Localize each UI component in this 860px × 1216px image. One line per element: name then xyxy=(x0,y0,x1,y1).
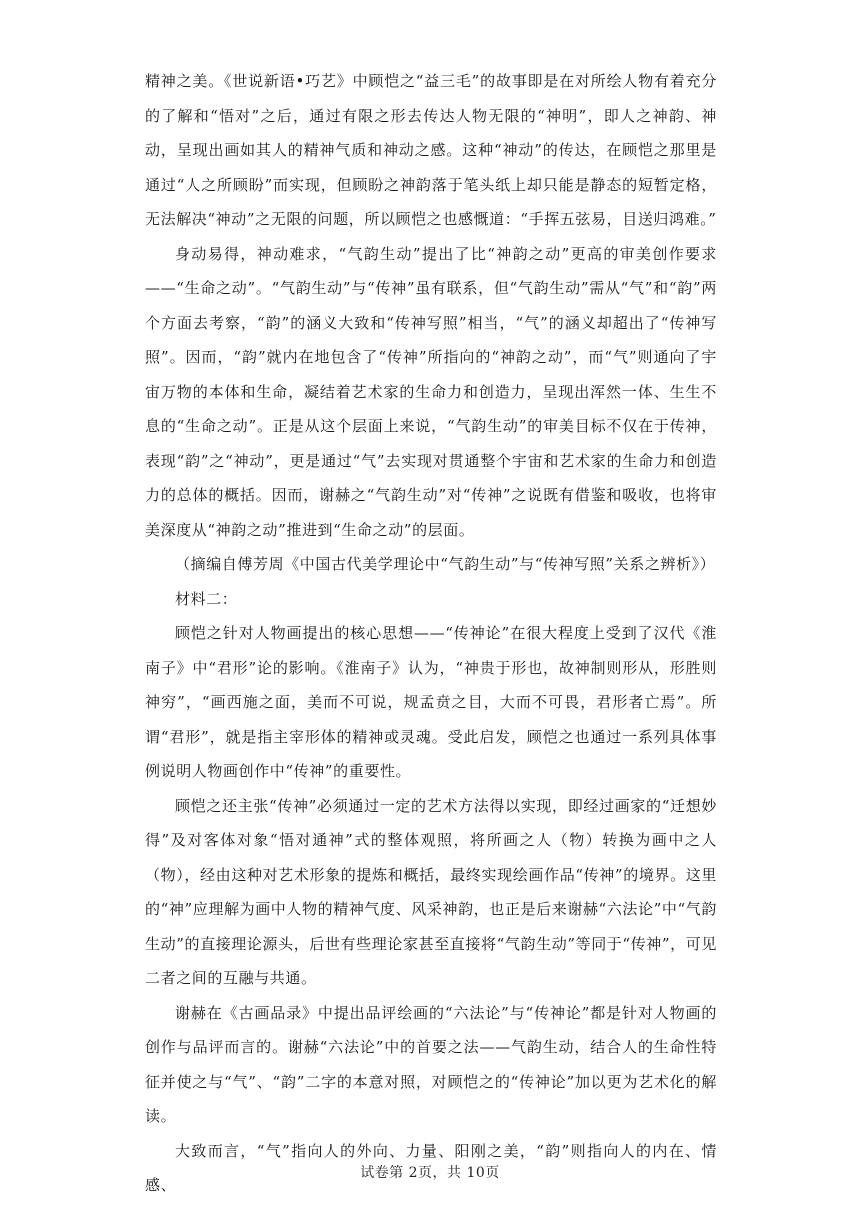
page-footer: 试卷第 2页，共 10页 xyxy=(360,1165,500,1181)
paragraph-3: 顾恺之针对人物画提出的核心思想——“传神论”在很大程度上受到了汉代《淮南子》中“君形”论的影响。《淮南子》认为，“神贵于形也，故神制则形从，形胜则神穷”，“画西施之面，美而不可说，规孟贲之目，大而不可畏，君形者亡焉”。所谓“君形”，就是指主宰形体的精神或灵魂。受此启发，顾恺之也通过一系列具体事例说明人物画创作中“传神”的重要性。 xyxy=(145,624,717,780)
paragraph-5: 谢赫在《古画品录》中提出品评绘画的“六法论”与“传神论”都是针对人物画的创作与品评而言的。谢赫“六法论”中的首要之法——气韵生动，结合人的生命性特征并使之与“气”、“韵”二字的本意对照，对顾恺之的“传神论”加以更为艺术化的解读。 xyxy=(145,1003,717,1125)
paragraph-4: 顾恺之还主张“传神”必须通过一定的艺术方法得以实现，即经过画家的“迁想妙得”及对客体对象“悟对通神”式的整体观照，将所画之人（物）转换为画中之人（物），经由这种对艺术形象的提炼和概括，最终实现绘画作品“传神”的境界。这里的“神”应理解为画中人物的精神气度、风采神韵，也正是后来谢赫“六法论”中“气韵生动”的直接理论源头，后世有些理论家甚至直接将“气韵生动”等同于“传神”，可见二者之间的互融与共通。 xyxy=(145,796,717,987)
paragraph-1: 精神之美。《世说新语•巧艺》中顾恺之“益三毛”的故事即是在对所绘人物有着充分的了解和“悟对”之后，通过有限之形去传达人物无限的“神明”，即人之神韵、神动，呈现出画如其人的精神气质和神动之感。这种“神动”的传达，在顾恺之那里是通过“人之所顾盼”而实现，但顾盼之神韵落于笔头纸上却只能是静态的短暂定格，无法解决“神动”之无限的问题，所以顾恺之也感慨道：“手挥五弦易，目送归鸿难。” xyxy=(145,72,717,228)
source-citation: （摘编自傅芳周《中国古代美学理论中“气韵生动”与“传神写照”关系之辨析》） xyxy=(175,555,716,573)
material-heading: 材料二： xyxy=(175,589,238,608)
article-body xyxy=(145,64,717,1203)
paragraph-2: 身动易得，神动难求，“气韵生动”提出了比“神韵之动”更高的审美创作要求——“生命之动”。“气韵生动”与“传神”虽有联系，但“气韵生动”需从“气”和“韵”两个方面去考察，“韵”的涵义大致和“传神写照”相当，“气”的涵义却超出了“传神写照”。因而，“韵”就内在地包含了“传神”所指向的“神韵之动”，而“气”则通向了宇宙万物的本体和生命，凝结着艺术家的生命力和创造力，呈现出浑然一体、生生不息的“生命之动”。正是从这个层面上来说，“气韵生动”的审美目标不仅在于传神，表现“韵”之“神动”，更是通过“气”去实现对贯通整个宇宙和艺术家的生命力和创造力的总体的概括。因而，谢赫之“气韵生动”对“传神”之说既有借鉴和吸收，也将审美深度从“神韵之动”推进到“生命之动”的层面。 xyxy=(145,244,717,539)
paragraph-6: 大致而言，“气”指向人的外向、力量、阳刚之美，“韵”则指向人的内在、情感、 xyxy=(145,1141,717,1194)
